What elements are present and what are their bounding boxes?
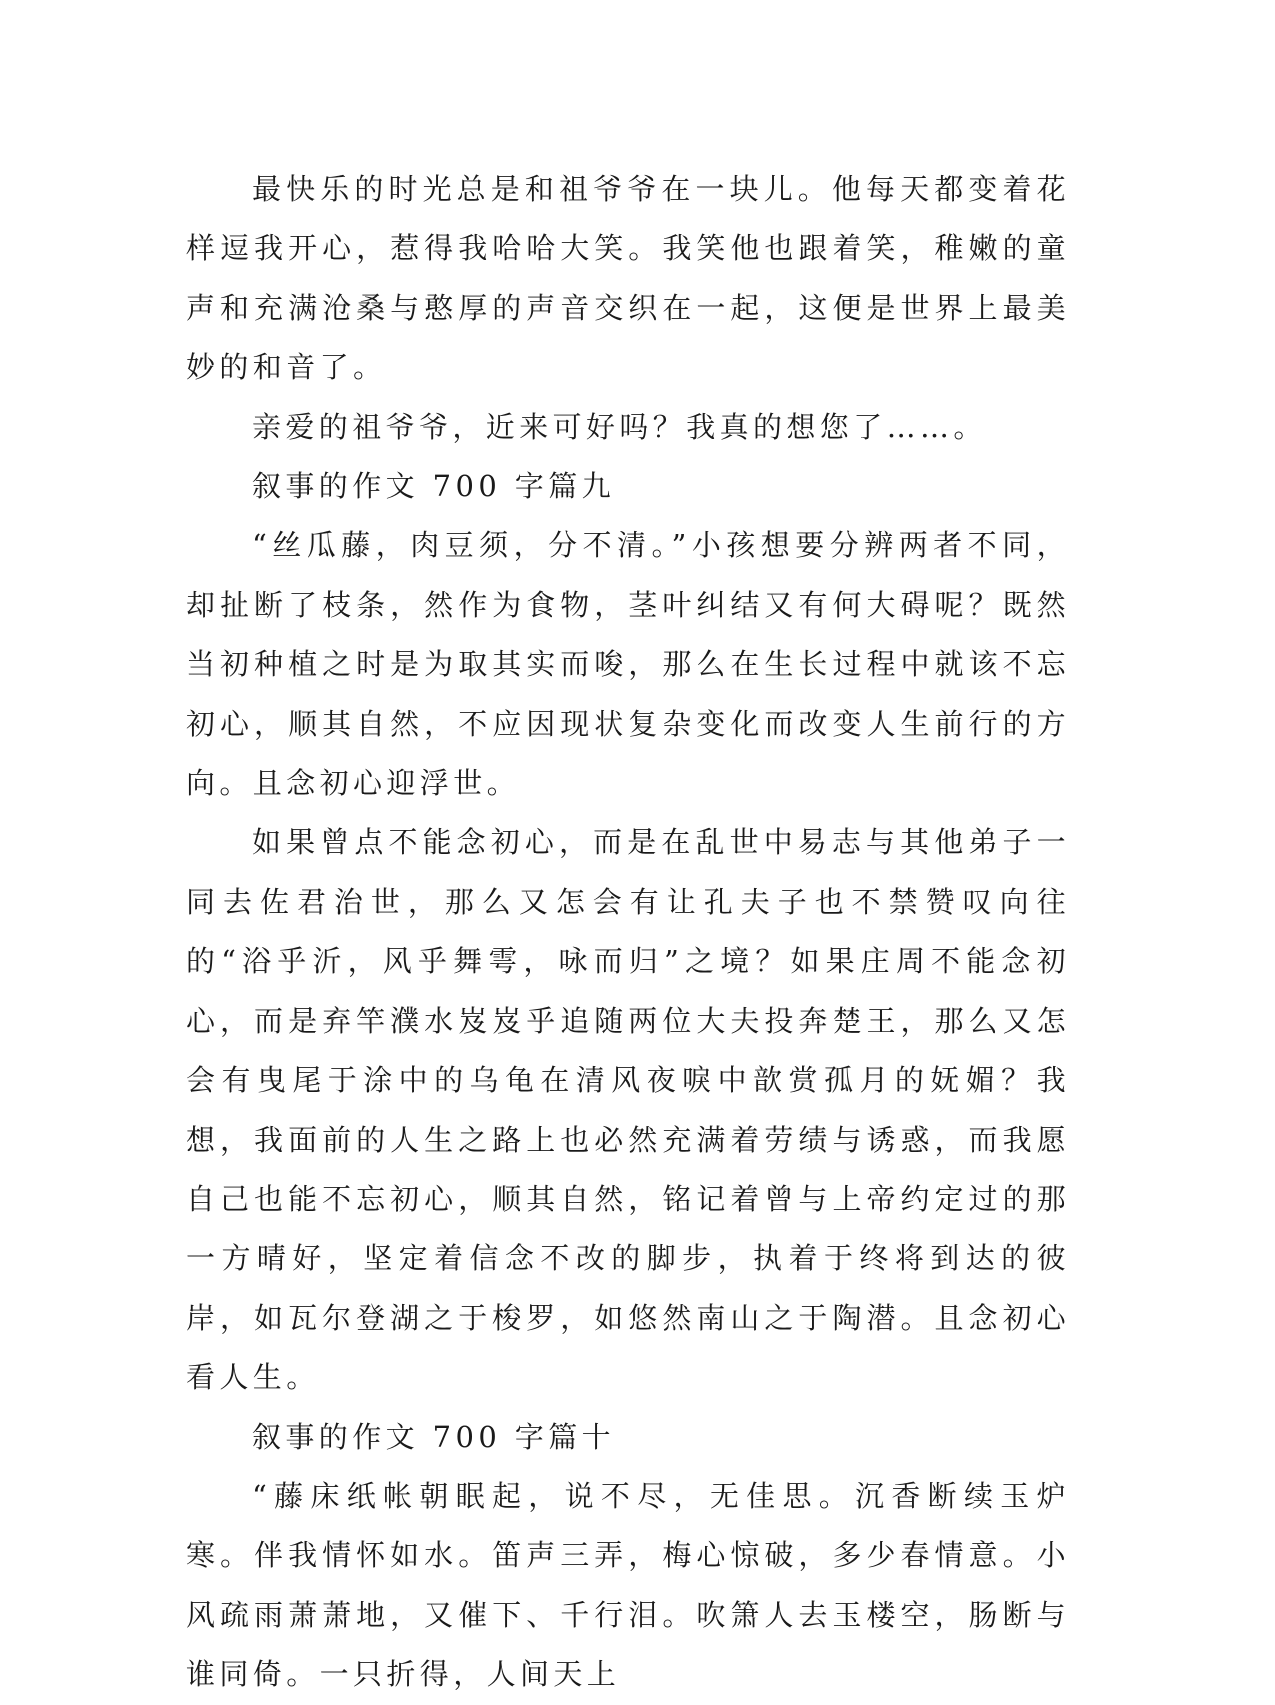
paragraph-missing-grandpa: 亲爱的祖爷爷，近来可好吗？我真的想您了……。 [252,409,987,444]
paragraph-original-intention: 如果曾点不能念初心，而是在乱世中易志与其他弟子一同去佐君治世，那么又怎会有让孔夫子也不禁赞叹向往的“浴乎沂，风乎舞雩，咏而归”之境？如果庄周不能念初心，而是弃竿濮水岌岌乎追随两位大夫投奔楚王，那么又怎会有曳尾于涂中的乌龟在清风夜唳中歆赏孤月的妩媚？我想，我面前的人生之路上也必然充满着劳绩与诱惑，而我愿自己也能不忘初心，顺其自然，铭记着曾与上帝约定过的那一方晴好，坚定着信念不改的脚步，执着于终将到达的彼岸，如瓦尔登湖之于梭罗，如悠然南山之于陶潜。且念初心看人生。 [186,825,1070,1395]
paragraph-poem: “藤床纸帐朝眠起，说不尽，无佳思。沉香断续玉炉寒。伴我情怀如水。笛声三弄，梅心惊破，多少春情意。小风疏雨萧萧地，又催下、千行泪。吹箫人去玉楼空，肠断与谁同倚。一只折得，人间天上 [186,1478,1070,1692]
document-body [186,160,1070,1705]
section-heading-ten: 叙事的作文 700 字篇十 [252,1419,615,1454]
paragraph-loofah-vine: “丝瓜藤，肉豆须，分不清。”小孩想要分辨两者不同，却扯断了枝条，然作为食物，茎叶纠结又有何大碍呢？既然当初种植之时是为取其实而唆，那么在生长过程中就该不忘初心，顺其自然，不应因现状复杂变化而改变人生前行的方向。且念初心迎浮世。 [186,528,1070,801]
section-heading-nine: 叙事的作文 700 字篇九 [252,469,615,504]
paragraph-grandpa-memory: 最快乐的时光总是和祖爷爷在一块儿。他每天都变着花样逗我开心，惹得我哈哈大笑。我笑他也跟着笑，稚嫩的童声和充满沧桑与憨厚的声音交织在一起，这便是世界上最美妙的和音了。 [186,172,1070,385]
